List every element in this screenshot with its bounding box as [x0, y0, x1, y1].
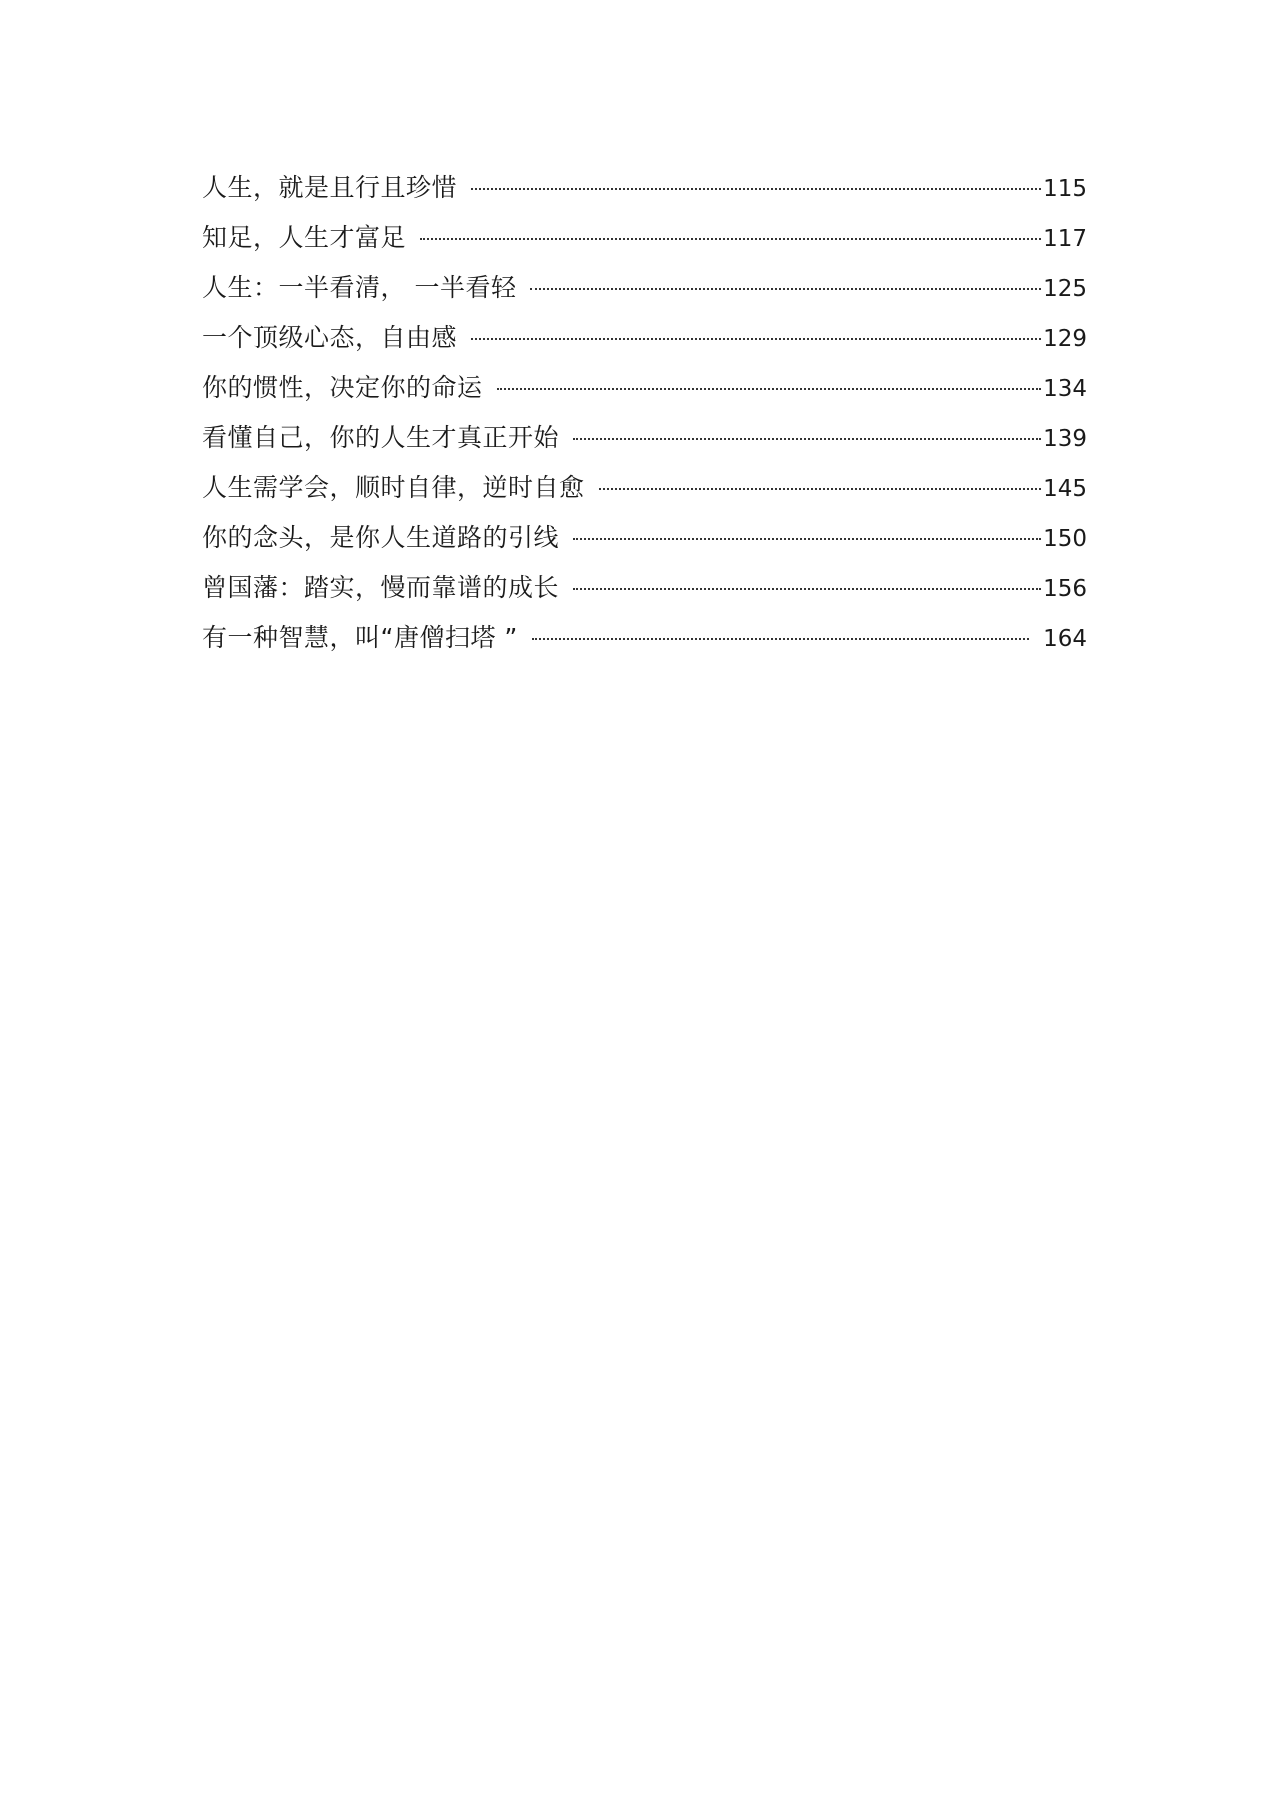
toc-entry[interactable] — [202, 513, 1087, 563]
toc-entry[interactable] — [202, 363, 1087, 413]
toc-dot-leader — [471, 188, 1041, 190]
toc-entry-page-number: 129 — [1043, 326, 1087, 352]
toc-entry[interactable] — [202, 463, 1087, 513]
toc-entry-title: 你的惯性，决定你的命运 — [202, 373, 483, 402]
toc-entry-page-number: 150 — [1043, 526, 1087, 552]
toc-dot-leader — [599, 488, 1042, 490]
toc-entry-page-number: 115 — [1043, 176, 1087, 202]
toc-entry[interactable] — [202, 563, 1087, 613]
toc-entry[interactable] — [202, 213, 1087, 263]
toc-entry-title: 你的念头，是你人生道路的引线 — [202, 523, 560, 552]
toc-entry-title: 人生，就是且行且珍惜 — [202, 173, 458, 202]
toc-entry-title: 人生：一半看清， 一半看轻 — [202, 273, 517, 302]
toc-entry-page-number: 145 — [1043, 476, 1087, 502]
toc-entry-page-number: 139 — [1043, 426, 1087, 452]
toc-entry-page-number: 134 — [1043, 376, 1087, 402]
toc-entry-title: 知足，人生才富足 — [202, 223, 407, 252]
toc-entry-title: 曾国藩：踏实，慢而靠谱的成长 — [202, 573, 560, 602]
toc-dot-leader — [530, 288, 1041, 290]
toc-entry-title: 看懂自己，你的人生才真正开始 — [202, 423, 560, 452]
toc-entry[interactable] — [202, 163, 1087, 213]
toc-entry[interactable] — [202, 413, 1087, 463]
toc-entry[interactable] — [202, 313, 1087, 363]
toc-entry-title: 有一种智慧，叫“唐僧扫塔 ” — [202, 623, 518, 652]
toc-entry[interactable] — [202, 263, 1087, 313]
toc-entry-page-number: 117 — [1043, 226, 1087, 252]
toc-dot-leader — [497, 388, 1042, 390]
toc-dot-leader — [471, 338, 1041, 340]
toc-entry-page-number: 164 — [1043, 626, 1087, 652]
toc-dot-leader — [420, 238, 1041, 240]
toc-entry-page-number: 156 — [1043, 576, 1087, 602]
toc-dot-leader — [573, 438, 1041, 440]
toc-entry[interactable] — [202, 613, 1087, 663]
toc-dot-leader — [573, 538, 1041, 540]
toc-entry-page-number: 125 — [1043, 276, 1087, 302]
table-of-contents — [202, 163, 1087, 663]
toc-dot-leader — [573, 588, 1041, 590]
toc-dot-leader — [532, 638, 1029, 640]
toc-entry-title: 人生需学会，顺时自律，逆时自愈 — [202, 473, 585, 502]
toc-entry-title: 一个顶级心态，自由感 — [202, 323, 458, 352]
